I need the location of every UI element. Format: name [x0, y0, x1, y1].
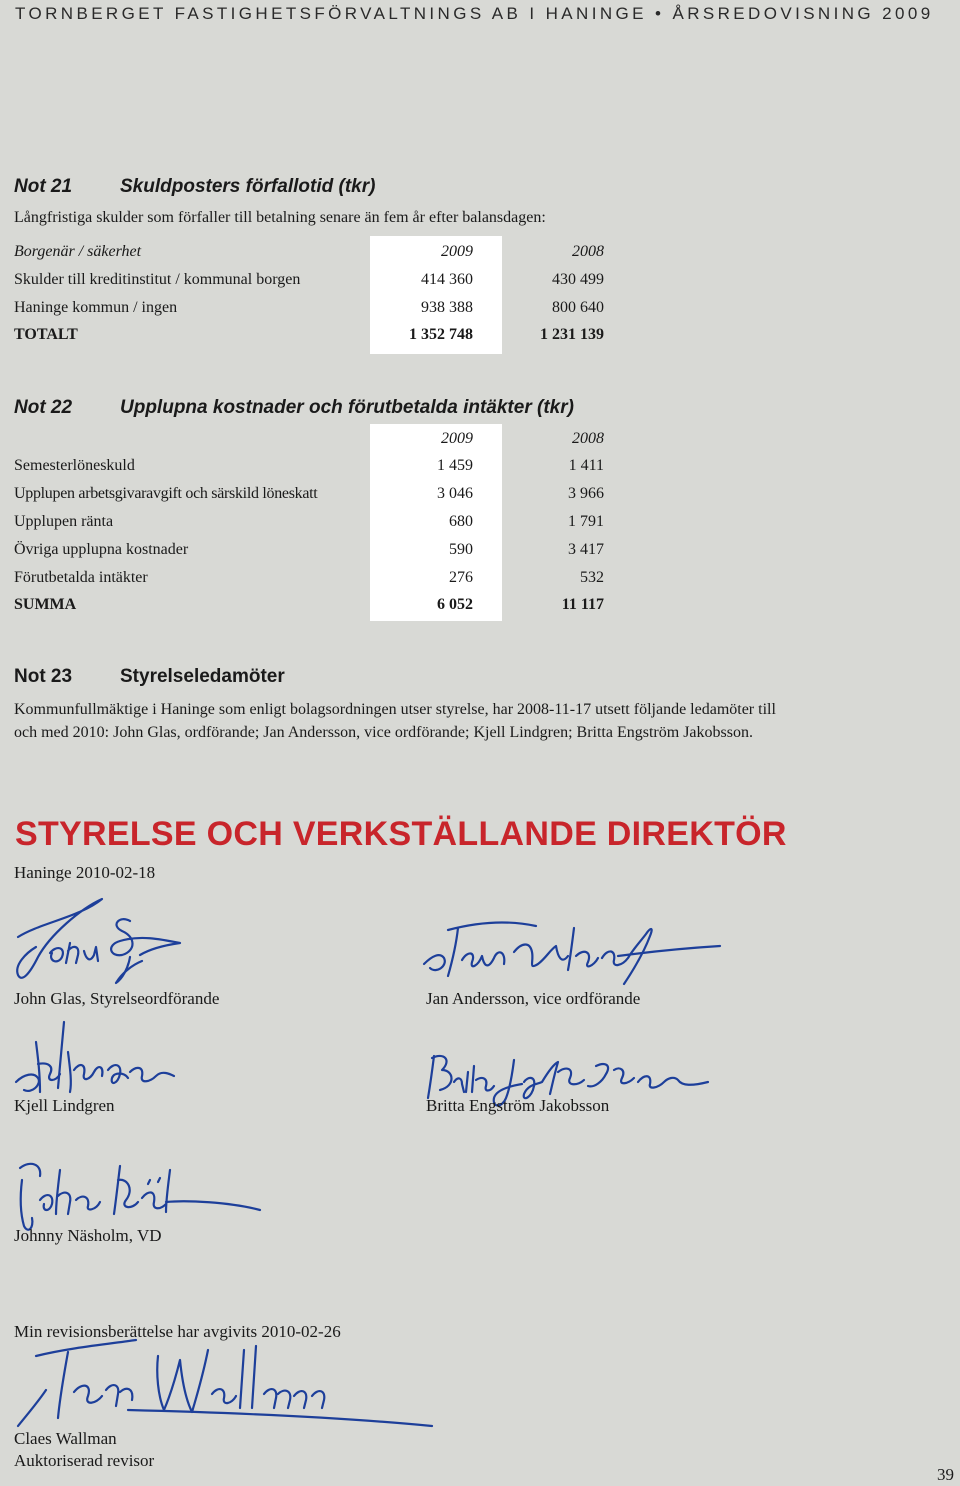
- audit-statement: Min revisionsberättelse har avgivits 2010-02-26: [14, 1322, 341, 1341]
- note22-number: Not 22: [14, 397, 73, 418]
- note22-row-2009: 3 046: [437, 485, 473, 502]
- signature-claes-wallman: [8, 1330, 438, 1440]
- signature-john-glas: [10, 895, 190, 990]
- signatory-name: Kjell Lindgren: [14, 1096, 115, 1115]
- note22-row-label: Upplupen ränta: [14, 513, 114, 530]
- report-header: TORNBERGET FASTIGHETSFÖRVALTNINGS AB I HANINGE • ÅRSREDOVISNING 2009: [15, 4, 934, 23]
- note23-number: Not 23: [14, 666, 73, 687]
- note21-intro: Långfristiga skulder som förfaller till betalning senare än fem år efter balansdagen:: [14, 209, 546, 226]
- note23-paragraph: [14, 698, 934, 744]
- note22-title: Upplupna kostnader och förutbetalda intäkter (tkr): [120, 397, 574, 418]
- note22-highlight-column: [370, 424, 502, 621]
- note21-total-2008: 1 231 139: [540, 326, 604, 343]
- note23-title: Styrelseledamöter: [120, 666, 285, 687]
- note21-col-2008: 2008: [572, 243, 604, 260]
- note22-row-2009: 1 459: [437, 457, 473, 474]
- note22-row-2008: 1 411: [568, 457, 604, 474]
- note23-line: och med 2010: John Glas, ordförande; Jan Andersson, vice ordförande; Kjell Lindgren; Britta Engström Jakobsson.: [14, 724, 753, 741]
- note21-row-label: Skulder till kreditinstitut / kommunal borgen: [14, 271, 301, 288]
- signature-jan-andersson: [418, 912, 728, 992]
- note22-row-2008: 3 417: [568, 541, 604, 558]
- auditor-name: Claes Wallman: [14, 1429, 117, 1448]
- note22-row-label: Upplupen arbetsgivaravgift och särskild löneskatt: [14, 485, 318, 502]
- note22-row-2009: 276: [449, 569, 473, 586]
- note23-line: Kommunfullmäktige i Haninge som enligt bolagsordningen utser styrelse, har 2008-11-17 utsett följande ledamöter till: [14, 701, 776, 718]
- auditor-title: Auktoriserad revisor: [14, 1451, 155, 1470]
- note21-col-label: Borgenär / säkerhet: [14, 243, 142, 260]
- note22-sum-2008: 11 117: [561, 596, 604, 613]
- note21-total-label: TOTALT: [14, 326, 78, 343]
- board-heading: STYRELSE OCH VERKSTÄLLANDE DIREKTÖR: [15, 815, 787, 853]
- note22-row-2009: 680: [449, 513, 473, 530]
- note21-row-2008: 430 499: [552, 271, 604, 288]
- signatory-name: Britta Engström Jakobsson: [426, 1096, 610, 1115]
- signatory-name: Jan Andersson, vice ordförande: [426, 989, 641, 1008]
- note22-sum-2009: 6 052: [437, 596, 473, 613]
- note21-row-label: Haninge kommun / ingen: [14, 299, 178, 316]
- note22-row-label: Förutbetalda intäkter: [14, 569, 148, 586]
- note21-number: Not 21: [14, 176, 73, 197]
- note22-row-label: Semesterlöneskuld: [14, 457, 135, 474]
- place-date: Haninge 2010-02-18: [14, 863, 156, 882]
- note22-row-2008: 1 791: [568, 513, 604, 530]
- note22-row-2008: 3 966: [568, 485, 604, 502]
- note21-row-2008: 800 640: [552, 299, 604, 316]
- signatory-name: Johnny Näsholm, VD: [14, 1226, 162, 1245]
- note22-col-2008: 2008: [572, 430, 604, 447]
- signatory-name: John Glas, Styrelseordförande: [14, 989, 220, 1008]
- note21-row-2009: 414 360: [421, 271, 473, 288]
- page-number: 39: [937, 1465, 954, 1484]
- note21-total-2009: 1 352 748: [409, 326, 473, 343]
- note21-title: Skuldposters förfallotid (tkr): [120, 176, 376, 197]
- note21-row-2009: 938 388: [421, 299, 473, 316]
- note22-row-label: Övriga upplupna kostnader: [14, 541, 189, 558]
- note22-row-2008: 532: [580, 569, 604, 586]
- note22-col-2009: 2009: [441, 430, 473, 447]
- note22-row-2009: 590: [449, 541, 473, 558]
- note22-sum-label: SUMMA: [14, 596, 77, 613]
- note21-col-2009: 2009: [441, 243, 473, 260]
